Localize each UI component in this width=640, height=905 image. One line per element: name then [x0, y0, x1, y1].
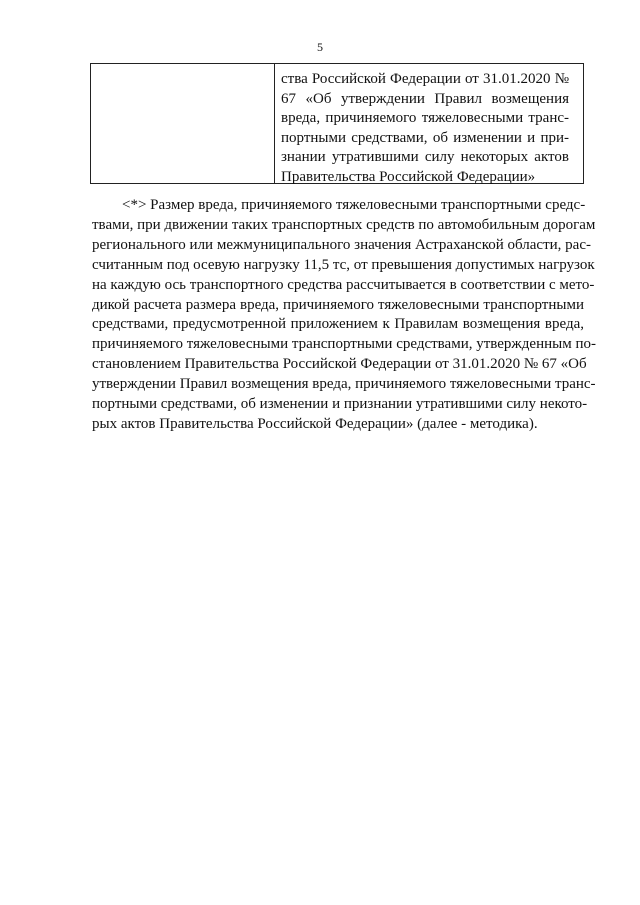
table-cell-line: вреда, причиняемого тяжеловесными транс- [281, 110, 569, 127]
footnote-line: считанным под осевую нагрузку 11,5 тс, от превышения допустимых нагрузок [92, 256, 595, 273]
footnote-line: твами, при движении таких транспортных средств по автомобильным дорогам [92, 216, 596, 233]
footnote-paragraph [92, 196, 596, 435]
footnote-line: дикой расчета размера вреда, причиняемого тяжеловесными транспортными [92, 296, 584, 313]
table-cell-line: Правительства Российской Федерации» [281, 168, 536, 185]
footnote-line: средствами, предусмотренной приложением к Правилам возмещения вреда, [92, 316, 584, 333]
table-cell-line: портными средствами, об изменении и при- [281, 129, 569, 146]
footnote-line: причиняемого тяжеловесными транспортными средствами, утвержденным по- [92, 336, 596, 353]
footnote-line: портными средствами, об изменении и признании утратившими силу некото- [92, 396, 588, 413]
table-cell-empty [91, 64, 275, 183]
table-cell-line: 67 «Об утверждении Правил возмещения [281, 90, 569, 107]
footnote-line: утверждении Правил возмещения вреда, причиняемого тяжеловесными транс- [92, 376, 596, 393]
page-number: 5 [317, 40, 323, 54]
footnote-line: становлением Правительства Российской Федерации от 31.01.2020 № 67 «Об [92, 356, 587, 373]
table-cell-line: знании утратившими силу некоторых актов [281, 149, 569, 166]
footnote-line: рых актов Правительства Российской Федерации» (далее - методика). [92, 415, 538, 432]
table-cell-line: ства Российской Федерации от 31.01.2020 № [281, 71, 569, 87]
footnote-line: регионального или межмуниципального значения Астраханской области, рас- [92, 236, 591, 253]
footnote-line: на каждую ось транспортного средства рассчитывается в соответствии с мето- [92, 276, 595, 293]
continuation-table [90, 63, 584, 184]
footnote-line: <*> Размер вреда, причиняемого тяжеловесными транспортными средс- [122, 197, 586, 213]
table-cell-text [275, 64, 583, 183]
